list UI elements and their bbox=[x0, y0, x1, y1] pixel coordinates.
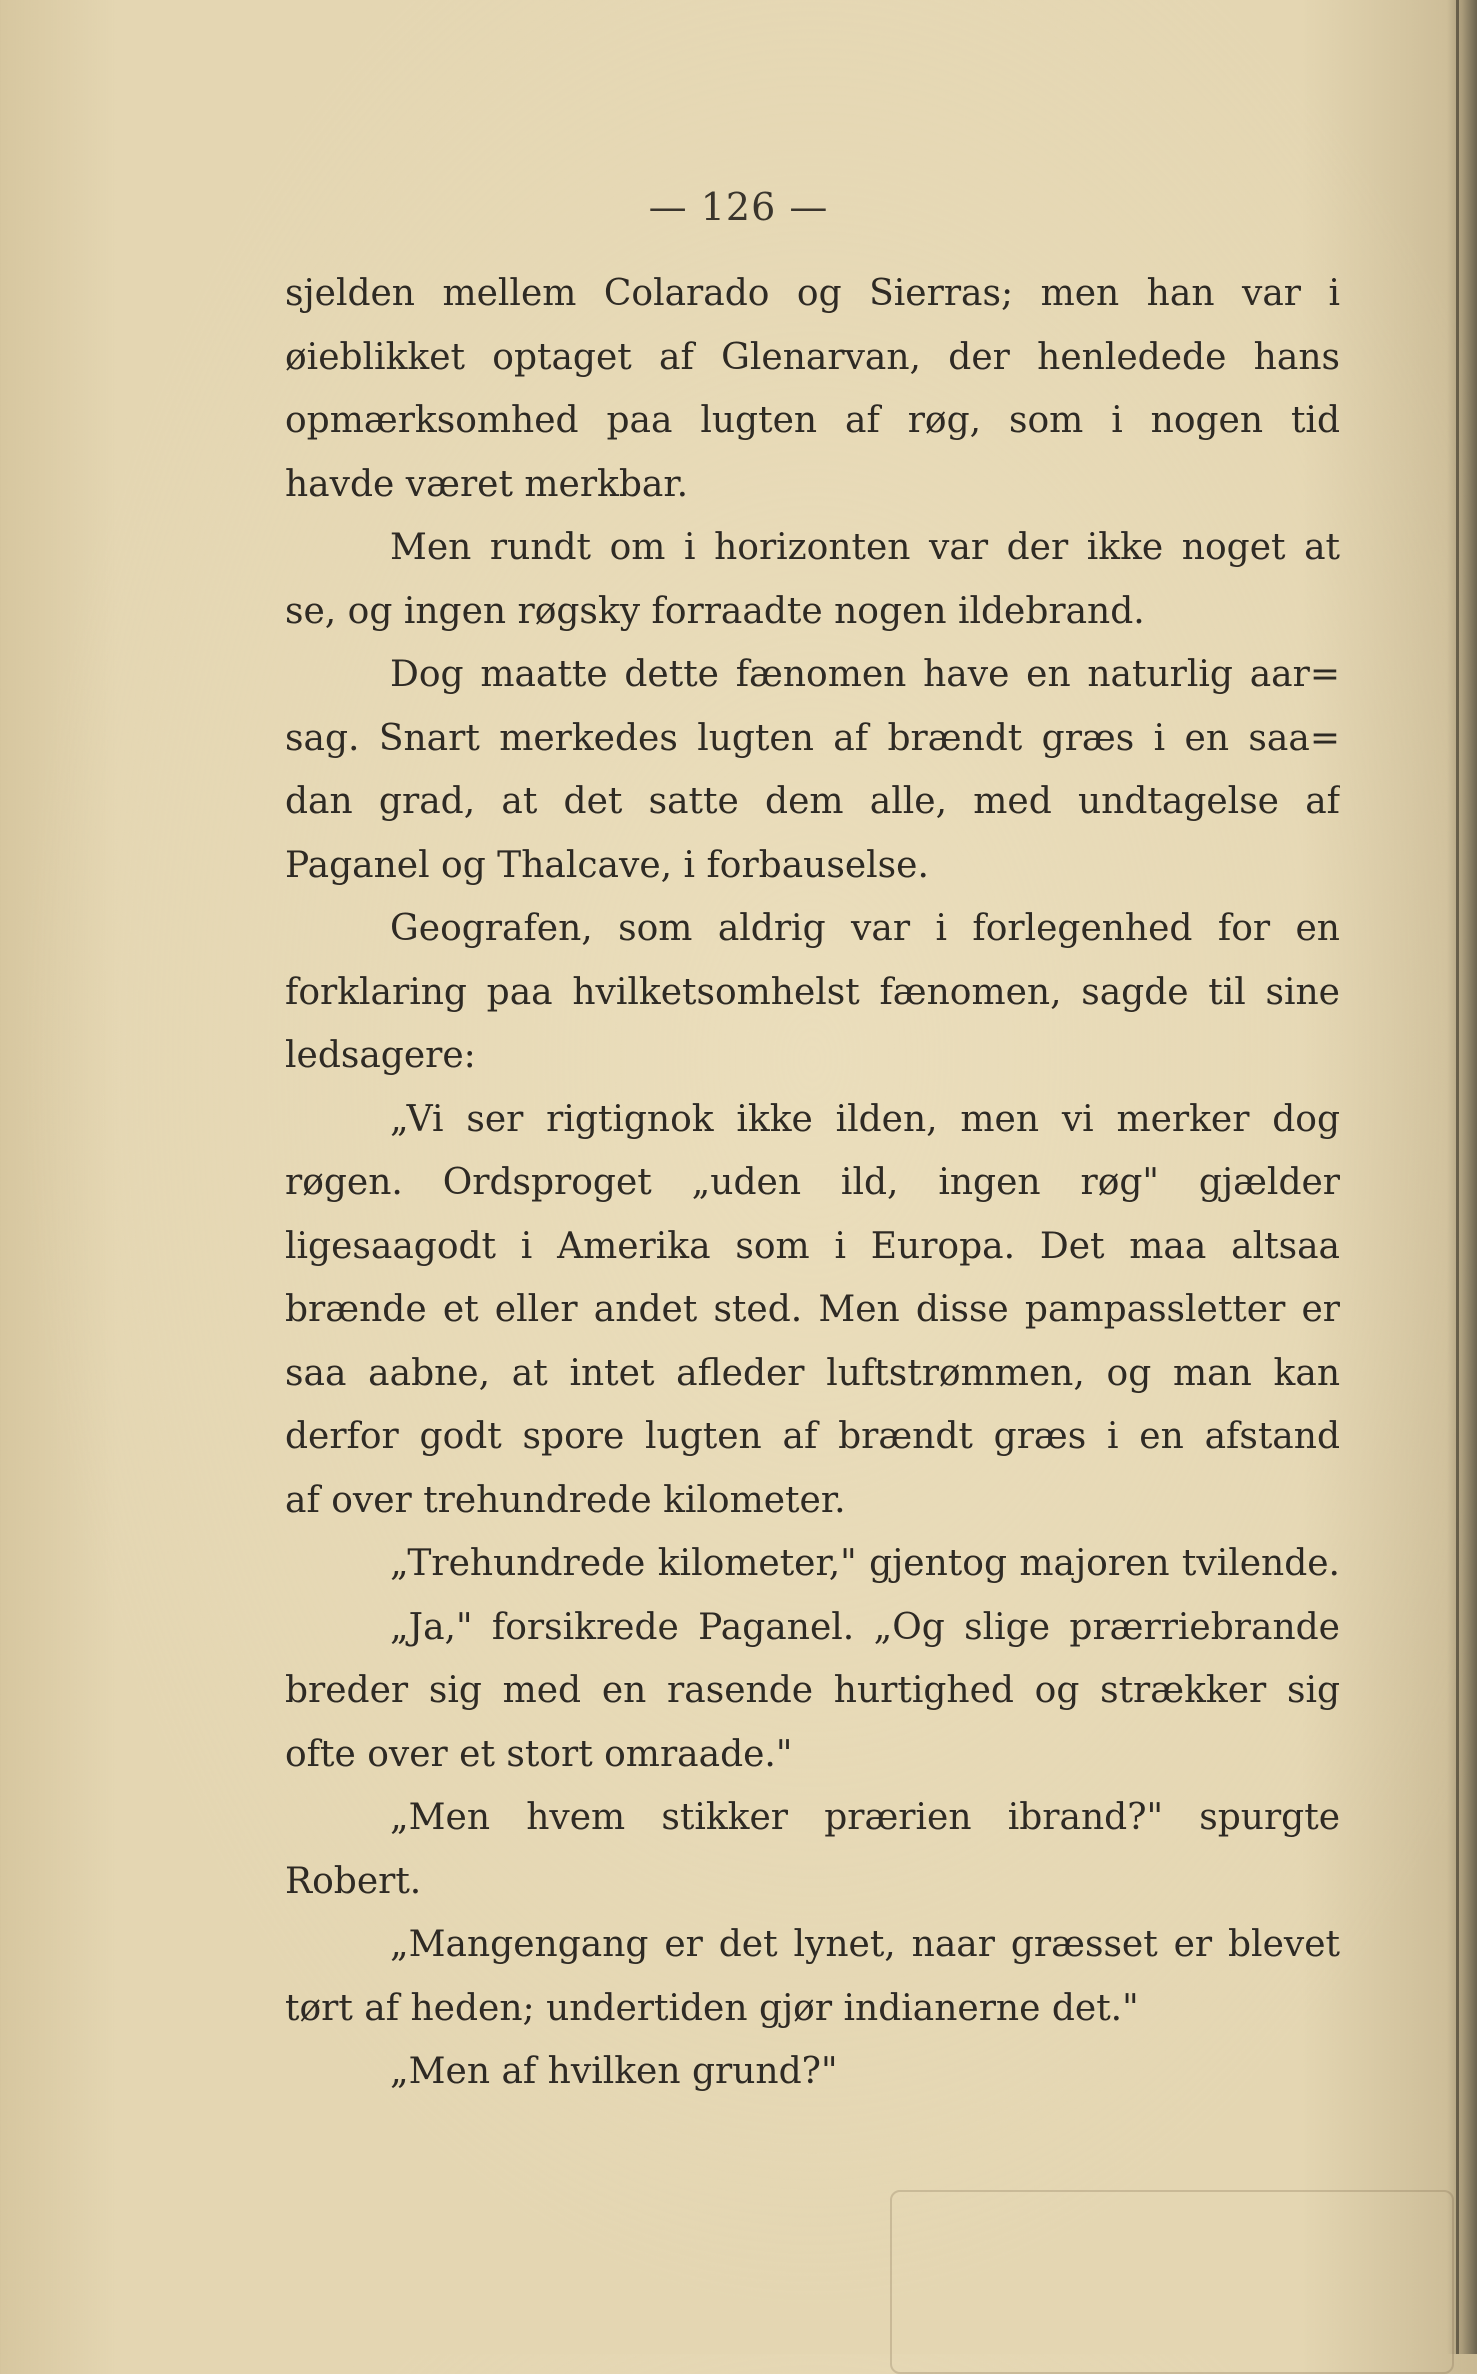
text-line: brænde et eller andet sted. Men disse pampassletter er bbox=[285, 1289, 1340, 1330]
text-line: breder sig med en rasende hurtighed og strækker sig bbox=[285, 1670, 1340, 1711]
text-line: af over trehundrede kilometer. bbox=[285, 1479, 846, 1521]
text-line: „Mangengang er det lynet, naar græsset er blevet bbox=[390, 1924, 1340, 1965]
spine-shadow bbox=[1447, 0, 1477, 2354]
text-line: se, og ingen røgsky forraadte nogen ildebrand. bbox=[285, 590, 1145, 632]
text-line: ledsagere: bbox=[285, 1035, 476, 1076]
page-number: — 126 — bbox=[648, 185, 829, 229]
text-line: „Trehundrede kilometer," gjentog majoren tvilende. bbox=[390, 1543, 1340, 1584]
text-line: Geografen, som aldrig var i forlegenhed for en bbox=[390, 908, 1340, 949]
text-line: opmærksomhed paa lugten af røg, som i nogen tid bbox=[285, 400, 1340, 441]
text-line: ofte over et stort omraade." bbox=[285, 1733, 793, 1775]
text-line: Paganel og Thalcave, i forbauselse. bbox=[285, 844, 929, 886]
text-line: dan grad, at det satte dem alle, med undtagelse af bbox=[285, 781, 1340, 822]
text-line: Men rundt om i horizonten var der ikke noget at bbox=[390, 527, 1340, 568]
page-stain bbox=[890, 2190, 1454, 2374]
text-line: „Ja," forsikrede Paganel. „Og slige prærriebrande bbox=[390, 1606, 1340, 1648]
text-line: tørt af heden; undertiden gjør indianerne det." bbox=[285, 1987, 1139, 2029]
text-line: Robert. bbox=[285, 1860, 422, 1902]
text-line: „Men hvem stikker prærien ibrand?" spurgte bbox=[390, 1797, 1340, 1838]
text-line: Dog maatte dette fænomen have en naturlig aar= bbox=[390, 654, 1340, 695]
text-line: „Vi ser rigtignok ikke ilden, men vi merker dog bbox=[390, 1098, 1340, 1140]
text-line: sjelden mellem Colarado og Sierras; men han var i bbox=[285, 273, 1340, 314]
body-text bbox=[285, 262, 1340, 2104]
text-line: ligesaagodt i Amerika som i Europa. Det maa altsaa bbox=[285, 1225, 1340, 1267]
text-line: „Men af hvilken grund?" bbox=[390, 2051, 838, 2092]
text-line: saa aabne, at intet afleder luftstrømmen, og man kan bbox=[285, 1352, 1340, 1394]
text-line: sag. Snart merkedes lugten af brændt græs i en saa= bbox=[285, 717, 1340, 759]
text-line: derfor godt spore lugten af brændt græs i en afstand bbox=[285, 1416, 1340, 1457]
text-line: havde været merkbar. bbox=[285, 463, 689, 505]
text-line: øieblikket optaget af Glenarvan, der henledede hans bbox=[285, 336, 1340, 378]
spine-edge bbox=[1456, 0, 1459, 2354]
text-line: forklaring paa hvilketsomhelst fænomen, sagde til sine bbox=[285, 971, 1340, 1013]
text-line: røgen. Ordsproget „uden ild, ingen røg" gjælder bbox=[285, 1162, 1340, 1203]
